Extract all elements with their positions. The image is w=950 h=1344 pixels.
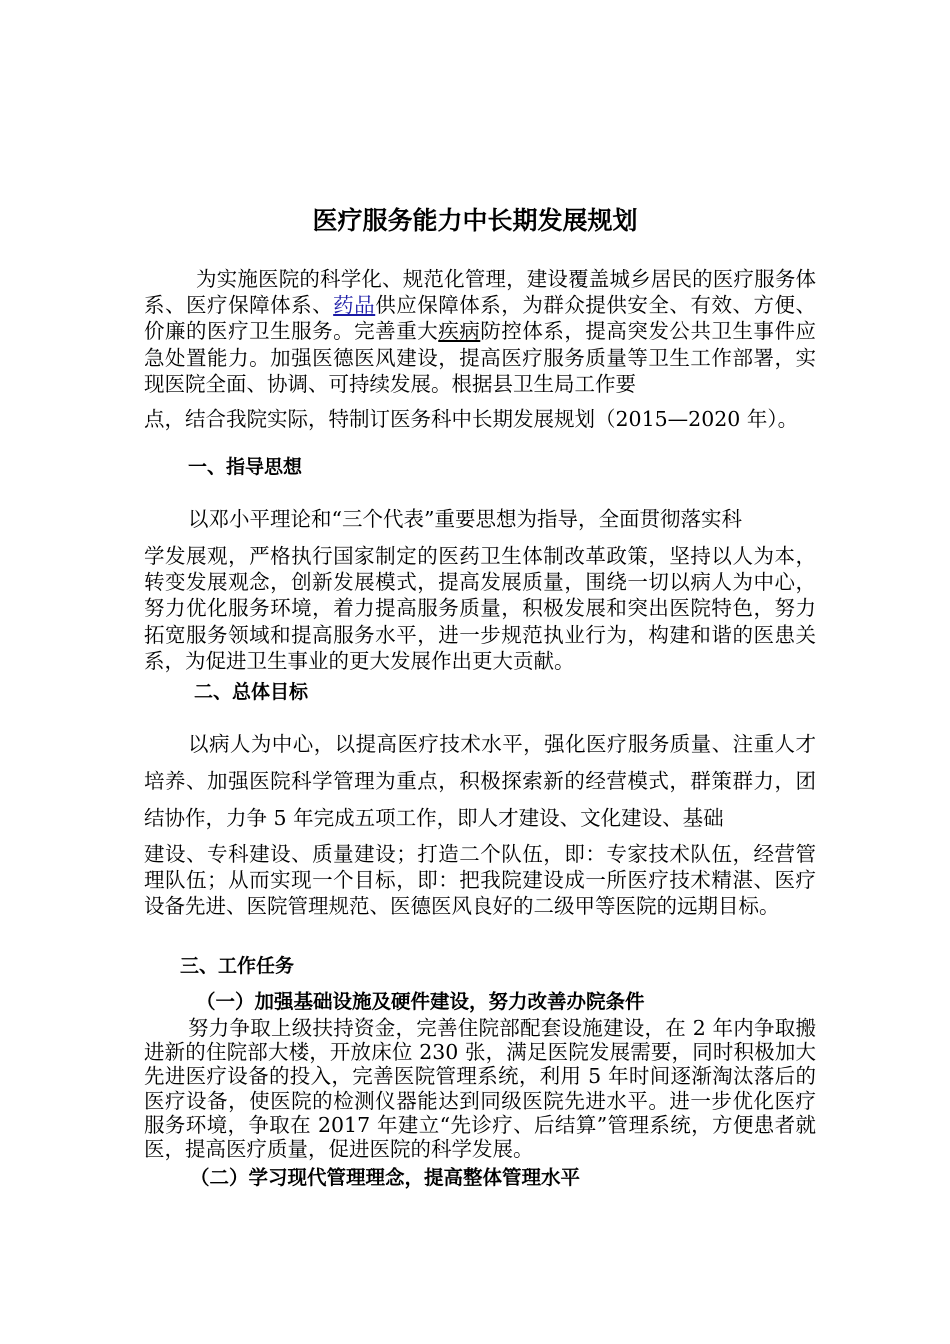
subsection2-heading: （二）学习现代管理理念，提高整体管理水平 <box>190 1166 581 1189</box>
section2-body: 建设、专科建设、质量建设；打造二个队伍，即：专家技术队伍，经营管理队伍；从而实现一个目标，即：把我院建设成一所医疗技术精湛、医疗设备先进、医院管理规范、医德医风良好的二级甲等医院的远期目标。 <box>144 842 816 919</box>
section2-body-spaced: 以病人为中心，以提高医疗技术水平，强化医疗服务质量、注重人才培养、加强医院科学管理为重点，积极探索新的经营模式，群策群力，团结协作，力争 5 年完成五项工作，即人才建设、文化建设、基础 <box>144 732 816 830</box>
section1-body: 学发展观，严格执行国家制定的医药卫生体制改革政策，坚持以人为本，转变发展观念，创新发展模式，提高发展质量，围绕一切以病人为中心，努力优化服务环境，着力提高服务质量，积极发展和突出医院特色，努力拓宽服务领域和提高服务水平，进一步规范执业行为，构建和谐的医患关系，为促进卫生事业的更大发展作出更大贡献。 <box>144 544 816 673</box>
section1-first-line: 以邓小平理论和“三个代表”重要思想为指导，全面贯彻落实科 <box>188 507 742 531</box>
subsection1-body: 努力争取上级扶持资金，完善住院部配套设施建设，在 2 年内争取搬进新的住院部大楼，开放床位 230 张，满足医院发展需要，同时积极加大先进医疗设备的投入，完善医院管理系统，利用 5 年时间逐渐淘汰落后的医疗设备，使医院的检测仪器能达到同级医院先进水平。进一步优化医疗服务环境，争取在 2017 年建立“先诊疗、后结算”管理系统，方便患者就医，提高医疗质量，促进医院的科学发展。 <box>144 1016 816 1162</box>
section1-heading: 一、指导思想 <box>188 456 303 478</box>
medicine-link[interactable]: 药品 <box>333 293 376 318</box>
intro-last-line: 点，结合我院实际，特制订医务科中长期发展规划（2015—2020 年）。 <box>144 407 799 431</box>
intro-text-part1: 为实施医院的科学化、规范化管理，建设覆盖城乡居民的医疗服务体系、医疗保障体系、 <box>144 267 816 318</box>
section3-heading: 三、工作任务 <box>180 955 295 977</box>
intro-paragraph <box>144 266 816 397</box>
intro-text-part2: 供应保障体系，为群众提供安全、有效、方便、价廉的医疗卫生服务。完善重大 <box>144 293 817 344</box>
document-title: 医疗服务能力中长期发展规划 <box>312 206 638 235</box>
subsection1-heading: （一）加强基础设施及硬件建设，努力改善办院条件 <box>196 990 645 1013</box>
intro-text-part3: 防控体系，提高突发公共卫生事件应急处置能力。加强医德医风建设，提高医疗服务质量等卫生工作部署，实现医院全面、协调、可持续发展。根据县卫生局工作要 <box>144 319 817 396</box>
disease-underlined-text: 疾病 <box>438 319 481 344</box>
section2-heading: 二、总体目标 <box>194 681 309 703</box>
